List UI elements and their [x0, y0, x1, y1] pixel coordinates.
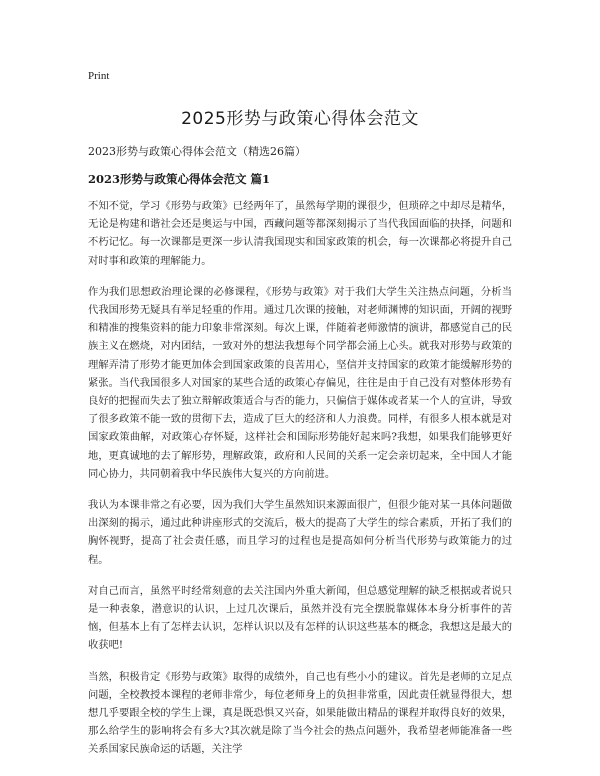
print-label: Print	[88, 70, 110, 82]
body-paragraph: 不知不觉，学习《形势与政策》已经两年了，虽然每学期的课很少，但琐碎之中却尽是精华，无论是构建和谐社会还是奥运与中国，西藏问题等都深刻揭示了当代我国面临的抉择，问题和不朽记忆。每一次课都是更深一步认清我国现实和国家政策的机会，每一次课都必将提升自己对时事和政策的理解能力。	[88, 200, 512, 267]
body-paragraph: 当然，积极肯定《形势与政策》取得的成绩外，自己也有些小小的建议。首先是老师的立足点问题，全校教授本课程的老师非常少，每位老师身上的负担非常重，因此责任就显得很大，想想几乎要跟全校的学生上课，真是既恐惧又兴奋，如果能做出精品的课程并取得良好的效果，那么给学生的影响将会有多大?其次就是除了当今社会的热点问题外，我希望老师能准备一些关系国家民族命运的话题，关注学	[88, 670, 512, 756]
body-paragraph: 对自己而言，虽然平时经常刻意的去关注国内外重大新闻，但总感觉理解的缺乏根据或者说只是一种表象，潜意识的认识，上过几次课后，虽然并没有完全摆脱靠媒体本身分析事件的苦恼，但基本上有了怎样去认识，怎样认识以及有怎样的认识这些基本的概念，我想这是最大的收获吧!	[88, 584, 512, 652]
document-title: 2025形势与政策心得体会范文	[181, 109, 419, 129]
section-heading: 2023形势与政策心得体会范文 篇1	[88, 172, 271, 186]
document-subtitle: 2023形势与政策心得体会范文（精选26篇）	[88, 145, 306, 158]
body-paragraph: 我认为本课非常之有必要，因为我们大学生虽然知识来源面很广，但很少能对某一具体问题做出深刻的揭示，通过此种讲座形式的交流后，极大的提高了大学生的综合素质，开拓了我们的胸怀视野，提高了社会责任感，而且学习的过程也是提高如何分析当代形势与政策能力的过程。	[88, 499, 512, 566]
body-paragraph: 作为我们思想政治理论课的必修课程，《形势与政策》对于我们大学生关注热点问题，分析当代我国形势无疑具有举足轻重的作用。通过几次课的接触，对老师渊博的知识面，开阔的视野和精准的搜集资料的能力印象非常深刻。每次上课，伴随着老师激情的演讲，都感觉自己的民族主义在燃烧，对内团结，一致对外的想法我想每个同学都会涌上心头。就我对形势与政策的理解弄清了形势才能更加体会到国家政策的良苦用心，坚信并支持国家的政策才能缓解形势的紧张。当代我国很多人对国家的某些合适的政策心存偏见，往往是由于自己没有对整体形势有良好的把握而失去了独立辩解政策适合与否的能力，只偏信于媒体或者某一个人的宣讲，导致了很多政策不能一致的贯彻下去，造成了巨大的经济和人力浪费。同样，有很多人根本就是对国家政策曲解，对政策心存怀疑，这样社会和国际形势能好起来吗?我想，如果我们能够更好地，更真诚地的去了解形势，理解政策，政府和人民间的关系一定会亲切起来，全中国人才能同心协力，共同朝着我中华民族伟大复兴的方向前进。	[88, 285, 512, 480]
